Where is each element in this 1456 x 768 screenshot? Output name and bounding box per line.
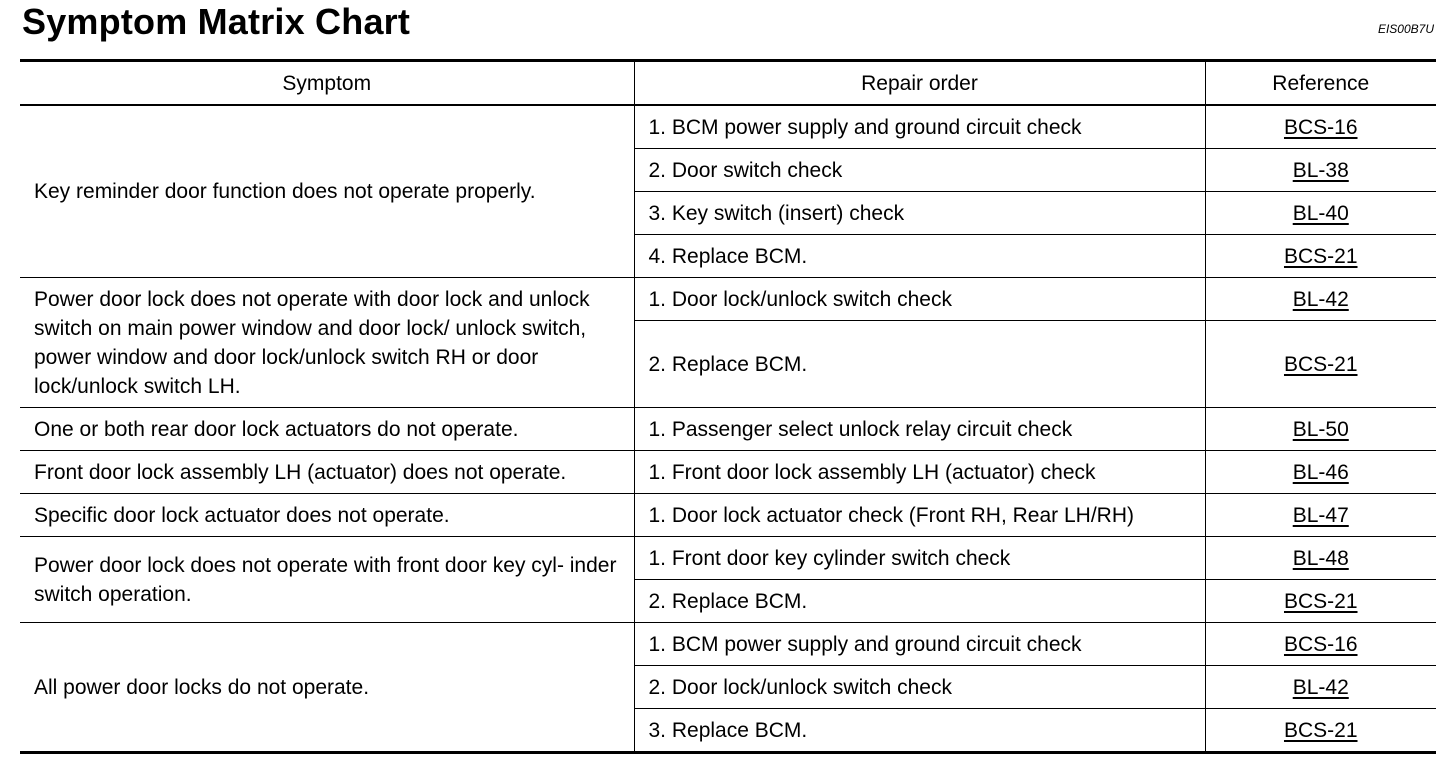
reference-link[interactable]: BCS-16 [1283, 632, 1358, 656]
repair-order-cell: 2. Replace BCM. [634, 321, 1205, 408]
table-row [20, 451, 1436, 494]
table-row [20, 537, 1436, 580]
reference-link[interactable]: BL-42 [1292, 675, 1349, 699]
table-row [20, 408, 1436, 451]
reference-link[interactable]: BL-38 [1292, 158, 1349, 182]
reference-link[interactable]: BL-48 [1292, 546, 1349, 570]
reference-cell [1205, 537, 1436, 580]
symptom-cell: Power door lock does not operate with front door key cyl- inder switch operation. [20, 537, 634, 623]
repair-order-cell: 2. Door lock/unlock switch check [634, 666, 1205, 709]
reference-cell [1205, 278, 1436, 321]
reference-cell [1205, 321, 1436, 408]
reference-cell [1205, 408, 1436, 451]
reference-link[interactable]: BL-47 [1292, 503, 1349, 527]
repair-order-cell: 1. Passenger select unlock relay circuit check [634, 408, 1205, 451]
reference-link[interactable]: BCS-16 [1283, 115, 1358, 139]
reference-link[interactable]: BCS-21 [1283, 589, 1358, 613]
page-title: Symptom Matrix Chart [22, 1, 411, 42]
reference-link[interactable]: BL-42 [1292, 287, 1349, 311]
reference-cell [1205, 623, 1436, 666]
repair-order-cell: 1. Door lock actuator check (Front RH, Rear LH/RH) [634, 494, 1205, 537]
repair-order-cell: 2. Replace BCM. [634, 580, 1205, 623]
document-code: EIS00B7U [1377, 22, 1434, 36]
reference-cell [1205, 580, 1436, 623]
symptom-cell: Key reminder door function does not operate properly. [20, 105, 634, 278]
repair-order-cell: 1. Front door lock assembly LH (actuator) check [634, 451, 1205, 494]
table-header-row [20, 61, 1436, 106]
symptom-cell: Power door lock does not operate with door lock and unlock switch on main power window and door lock/ unlock switch, power window and door lock/unlock switch RH or door lock/unlock switch LH. [20, 278, 634, 408]
reference-link[interactable]: BL-40 [1292, 201, 1349, 225]
repair-order-cell: 4. Replace BCM. [634, 235, 1205, 278]
repair-order-cell: 3. Key switch (insert) check [634, 192, 1205, 235]
reference-cell [1205, 149, 1436, 192]
reference-cell [1205, 666, 1436, 709]
reference-link[interactable]: BL-46 [1292, 460, 1349, 484]
repair-order-cell: 1. BCM power supply and ground circuit check [634, 105, 1205, 149]
header-reference: Reference [1205, 61, 1436, 106]
table-row [20, 278, 1436, 321]
table-row [20, 105, 1436, 149]
symptom-cell: Front door lock assembly LH (actuator) does not operate. [20, 451, 634, 494]
reference-link[interactable]: BCS-21 [1283, 352, 1358, 376]
reference-cell [1205, 451, 1436, 494]
repair-order-cell: 1. Door lock/unlock switch check [634, 278, 1205, 321]
repair-order-cell: 3. Replace BCM. [634, 709, 1205, 753]
reference-cell [1205, 235, 1436, 278]
reference-link[interactable]: BL-50 [1292, 417, 1349, 441]
symptom-matrix-table [20, 59, 1436, 754]
table-row [20, 494, 1436, 537]
repair-order-cell: 1. BCM power supply and ground circuit check [634, 623, 1205, 666]
header-symptom: Symptom [20, 61, 634, 106]
symptom-cell: Specific door lock actuator does not operate. [20, 494, 634, 537]
repair-order-cell: 1. Front door key cylinder switch check [634, 537, 1205, 580]
symptom-cell: One or both rear door lock actuators do not operate. [20, 408, 634, 451]
symptom-cell: All power door locks do not operate. [20, 623, 634, 753]
reference-cell [1205, 105, 1436, 149]
header-repair-order: Repair order [634, 61, 1205, 106]
table-row [20, 623, 1436, 666]
reference-link[interactable]: BCS-21 [1283, 244, 1358, 268]
reference-cell [1205, 192, 1436, 235]
reference-cell [1205, 709, 1436, 753]
repair-order-cell: 2. Door switch check [634, 149, 1205, 192]
reference-link[interactable]: BCS-21 [1283, 718, 1358, 742]
reference-cell [1205, 494, 1436, 537]
